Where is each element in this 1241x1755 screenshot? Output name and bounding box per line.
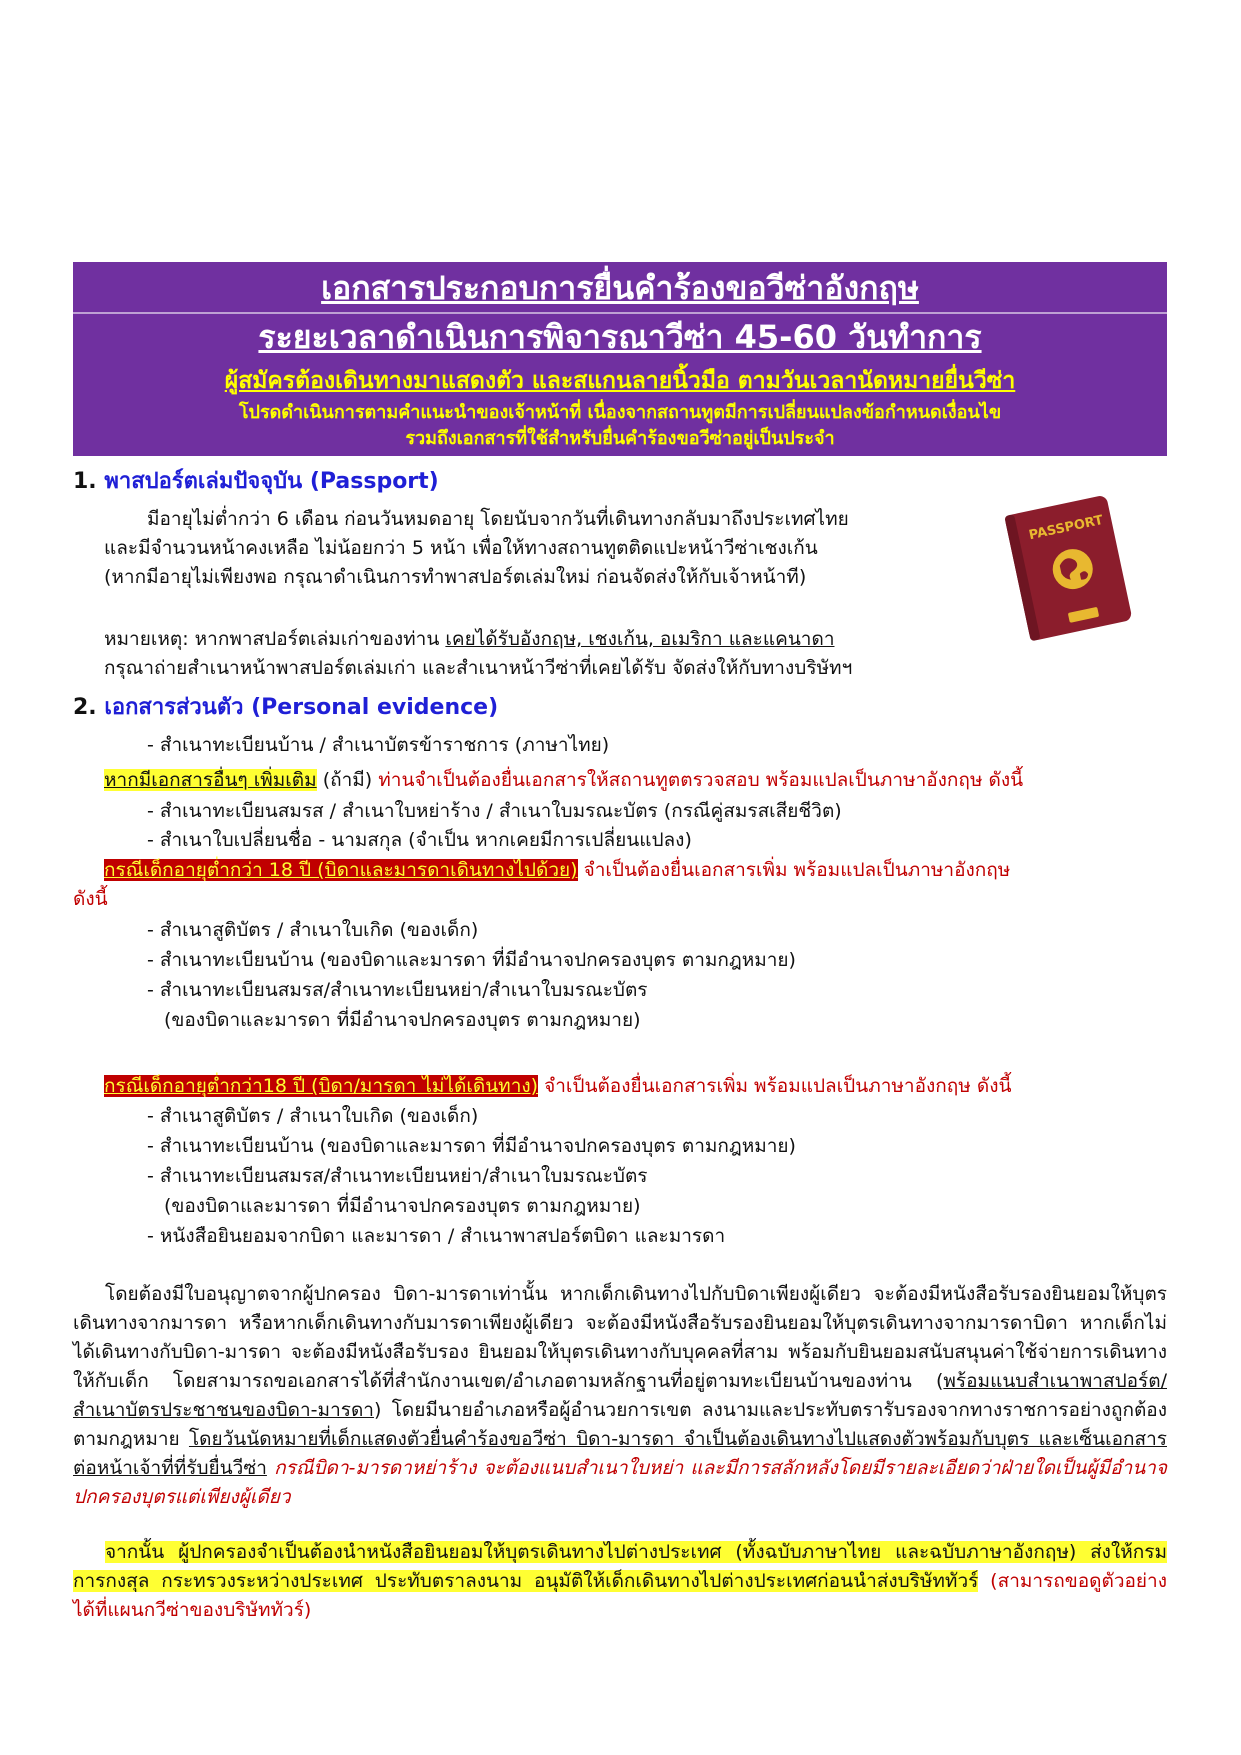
child-without-parents-instruction: จำเป็นต้องยื่นเอกสารเพิ่ม พร้อมแปลเป็นภาษาอังกฤษ ดังนี้ [538,1075,1012,1097]
closing-paragraph [73,1538,1167,1625]
other-documents-highlight: หากมีเอกสารอื่นๆ เพิ่มเติม [104,769,317,791]
closing-sample-note: (สามารถขอดูตัวอย่างได้ที่แผนกวีซ่าของบริษัททัวร์) [73,1570,1168,1621]
section1-remark-line2: กรุณาถ่ายสำเนาหน้าพาสปอร์ตเล่มเก่า และสำเนาหน้าวีซ่าที่เคยได้รับ จัดส่งให้กับทางบริษัทฯ [104,657,853,679]
section1-number: 1. [73,469,97,494]
child-with-item-3: - สำเนาทะเบียนสมรส/สำเนาทะเบียนหย่า/สำเนาใบมรณะบัตร [147,979,648,1001]
child-with-item-1: - สำเนาสูติบัตร / สำเนาใบเกิด (ของเด็ก) [147,919,479,941]
other-item-2: - สำเนาใบเปลี่ยนชื่อ - นามสกุล (จำเป็น หากเคยมีการเปลี่ยนแปลง) [147,829,692,851]
appearance-notice: ผู้สมัครต้องเดินทางมาแสดงตัว และสแกนลายนิ้วมือ ตามวันเวลานัดหมายยื่นวีซ่า [224,368,1016,394]
other-item-1: - สำเนาทะเบียนสมรส / สำเนาใบหย่าร้าง / สำเนาใบมรณะบัตร (กรณีคู่สมรสเสียชีวิต) [147,800,842,822]
child-without-item-1: - สำเนาสูติบัตร / สำเนาใบเกิด (ของเด็ก) [147,1105,479,1127]
section2-number: 2. [73,695,97,720]
remark-prefix: หมายเหตุ: หากพาสปอร์ตเล่มเก่าของท่าน [104,628,446,650]
consent-text-2: ) โดยมีนายอำเภอหรือผู้อำนวยการเขต ลงนามและประทับตรารับรองจากทางราชการอย่างถูกต้องตามกฎหมาย [73,1399,1167,1450]
passport-label: PASSPORT [1027,512,1105,544]
child-with-parents-highlight: กรณีเด็กอายุต่ำกว่า 18 ปี (บิดาและมารดาเดินทางไปด้วย) [104,859,578,881]
section1-line3: (หากมีอายุไม่เพียงพอ กรุณาดำเนินการทำพาสปอร์ตเล่มใหม่ ก่อนจัดส่งให้กับเจ้าหน้าที) [104,566,807,588]
other-documents-optional: (ถ้ามี) [316,769,379,791]
child-with-item-2: - สำเนาทะเบียนบ้าน (ของบิดาและมารดา ที่มีอำนาจปกครองบุตร ตามกฎหมาย) [147,949,796,971]
other-documents-line [104,766,1023,794]
instruction-note-line2: รวมถึงเอกสารที่ใช้สำหรับยื่นคำร้องขอวีซ่าอยู่เป็นประจำ [405,428,835,449]
child-with-parents-instruction-cont: ดังนี้ [73,888,108,910]
section1-title: พาสปอร์ตเล่มปัจจุบัน (Passport) [104,469,439,494]
child-without-parents-highlight: กรณีเด็กอายุต่ำกว่า18 ปี (บิดา/มารดา ไม่ได้เดินทาง) [104,1075,539,1097]
passport-icon [998,490,1138,642]
section2-heading [73,694,498,722]
consent-text-1: โดยต้องมีใบอนุญาตจากผู้ปกครอง บิดา-มารดาเท่านั้น หากเด็กเดินทางไปกับบิดาเพียงผู้เดียว จะต้องมีหนังสือรับรองยินยอมให้บุตรเดินทางจากมารดา หรือหากเด็กเดินทางกับมารดาเพียงผู้เดียว จะต้องมีหนังสือรับรองยินยอมให้บุตรเดินทางจากมารดาบิดา หากเด็กไม่ได้เดินทางกับบิดา-มารดา จะต้องมีหนังสือรับรอง ยินยอมให้บุตรเดินทางกับบุคคลที่สาม พร้อมกับยินยอมสนับสนุนค่าใช้จ่ายการเดินทางให้กับเด็ก โดยสามารถขอเอกสารได้ที่สำนักงานเขต/อำเภอตามหลักฐานที่อยู่ตามทะเบียนบ้านของท่าน ( [73,1283,1167,1392]
child-without-parents-line [104,1072,1011,1100]
other-documents-instruction: ท่านจำเป็นต้องยื่นเอกสารให้สถานทูตตรวจสอบ พร้อมแปลเป็นภาษาอังกฤษ ดังนี้ [378,769,1024,791]
child-without-item-3-cont: (ของบิดาและมารดา ที่มีอำนาจปกครองบุตร ตามกฎหมาย) [164,1195,641,1217]
processing-duration: ระยะเวลาดำเนินการพิจารณาวีซ่า 45-60 วันทำการ [258,318,982,356]
section1-line1: มีอายุไม่ต่ำกว่า 6 เดือน ก่อนวันหมดอายุ โดยนับจากวันที่เดินทางกลับมาถึงประเทศไทย [147,508,849,530]
consent-divorce-note: กรณีบิดา-มารดาหย่าร้าง จะต้องแนบสำเนาใบหย่า และมีการสลักหลังโดยมีรายละเอียดว่าฝ่ายใดเป็นผู้มีอำนาจปกครองบุตรแต่เพียงผู้เดียว [73,1457,1167,1508]
section1-line2: และมีจำนวนหน้าคงเหลือ ไม่น้อยกว่า 5 หน้า เพื่อให้ทางสถานทูตติดแปะหน้าวีซ่าเชงเก้น [104,537,818,559]
child-with-item-3-cont: (ของบิดาและมารดา ที่มีอำนาจปกครองบุตร ตามกฎหมาย) [164,1009,641,1031]
consent-paragraph [73,1280,1167,1512]
section1-remark [104,625,834,653]
consent-appointment-note: โดยวันนัดหมายที่เด็กแสดงตัวยื่นคำร้องขอวีซ่า บิดา-มารดา จำเป็นต้องเดินทางไปแสดงตัวพร้อมกับบุตร และเซ็นเอกสารต่อหน้าเจ้าที่ที่รับยื่นวีซ่า [73,1428,1167,1479]
section2-title: เอกสารส่วนตัว (Personal evidence) [104,695,499,720]
remark-countries: เคยได้รับอังกฤษ, เชงเก้น, อเมริกา และแคนาดา [445,628,835,650]
header-banner [73,262,1167,456]
instruction-note-line1: โปรดดำเนินการตามคำแนะนำของเจ้าหน้าที่ เนื่องจากสถานทูตมีการเปลี่ยนแปลงข้อกำหนดเงื่อนไข [238,402,1002,423]
child-without-item-2: - สำเนาทะเบียนบ้าน (ของบิดาและมารดา ที่มีอำนาจปกครองบุตร ตามกฎหมาย) [147,1135,796,1157]
child-without-item-3: - สำเนาทะเบียนสมรส/สำเนาทะเบียนหย่า/สำเนาใบมรณะบัตร [147,1165,648,1187]
item-house-registration: - สำเนาทะเบียนบ้าน / สำเนาบัตรข้าราชการ (ภาษาไทย) [147,734,610,756]
consent-attachment-note: พร้อมแนบสำเนาพาสปอร์ต/สำเนาบัตรประชาชนของบิดา-มารดา [73,1370,1167,1421]
child-with-parents-line [104,856,1010,884]
section1-heading [73,468,439,496]
closing-text: จากนั้น ผู้ปกครองจำเป็นต้องนำหนังสือยินยอมให้บุตรเดินทางไปต่างประเทศ (ทั้งฉบับภาษาไทย และฉบับภาษาอังกฤษ) ส่งให้กรมการกงสุล กระทรวงระหว่างประเทศ ประทับตราลงนาม อนุมัติให้เด็กเดินทางไปต่างประเทศก่อนนำส่งบริษัททัวร์ [73,1541,1167,1592]
child-with-parents-instruction: จำเป็นต้องยื่นเอกสารเพิ่ม พร้อมแปลเป็นภาษาอังกฤษ [577,859,1011,881]
child-without-item-4: - หนังสือยินยอมจากบิดา และมารดา / สำเนาพาสปอร์ตบิดา และมารดา [147,1225,726,1247]
document-title: เอกสารประกอบการยื่นคำร้องขอวีซ่าอังกฤษ [321,269,919,307]
